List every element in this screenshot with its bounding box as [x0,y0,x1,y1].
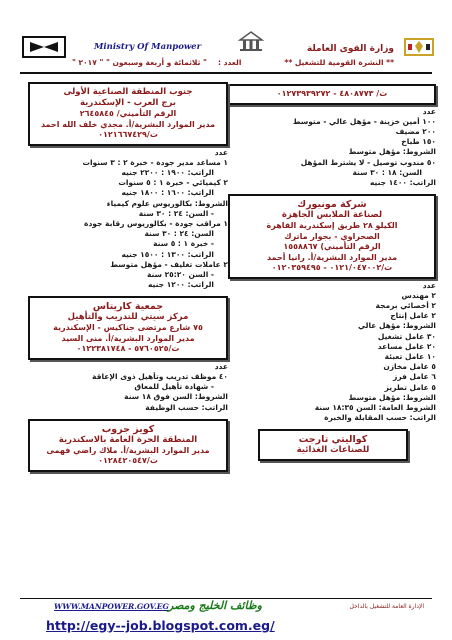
company-box-karitas [28,296,228,360]
job-line: عدد [422,106,436,116]
gulf-jobs-watermark: وظائف الخليج ومصر [168,599,262,612]
jobs-block-2 [228,281,436,424]
job-line: ٢ أخصائي برمجة [375,301,436,311]
hr-manager: مدير الموارد البشرية/أ. منى السيد [61,333,195,343]
admin-label: الإدارة العامة للتشغيل بالداخل [349,603,424,610]
job-line: ٢ عاملات تغليف - مؤهل متوسط [110,259,228,269]
ministry-name-ar: وزارة القوى العاملة [306,44,394,54]
job-line: ١ مساعد مدير جودة - خبرة ٢ : ٣ سنوات [82,157,228,167]
job-line: - شهادة تأهيل للمعاق [134,382,214,392]
job-line: ١٠ عامل تعبئة [384,352,436,362]
company-box-kwaliti [258,429,408,461]
company-location: برج العرب - الإسكندرية [80,98,176,108]
bulletin-title: ** النشرة القومية للتشغيل ** [284,58,394,67]
jobs-block-2 [28,362,228,413]
job-line: عدد [214,147,228,157]
company-box-kwiz [28,419,228,472]
issue-number: " ثلاثمائة و أربعة وسبعون " " ٢٠١٧ " [72,58,207,67]
job-line: - خبرة ١ : ٥ سنة [153,239,214,249]
job-line: ٤٠ موظف تدريب وتأهيل ذوى الإعاقة [92,372,228,382]
job-line: ١ مراقب جودة - بكالوريوس رقابة جودة [84,218,228,228]
company-name: جمعية كاريتاس [92,301,164,313]
ministry-name-en: Ministry Of Manpower [94,42,202,52]
company-name: شركة مونيورك [297,199,367,211]
company-activity: لصناعة الملابس الجاهزة [281,210,383,221]
job-line: ٢ مهندس [401,290,436,300]
company-name: كواليتي تارجت [298,434,368,446]
header [0,0,452,80]
job-line: ٢٠ عامل مساعد [377,341,436,351]
company-address: ٧٥ شارع مرتضى جناكيس - الإسكندرية [53,323,203,333]
ministry-emblem-icon [238,30,264,52]
header-divider [20,72,432,74]
job-line: الشروط: مؤهل متوسط [348,392,436,402]
job-line: ٣٠ عامل تشغيل [377,331,436,341]
job-line: ١٠٠ أمين خزينة - مؤهل عالي - متوسط [292,116,436,126]
job-line: ٥ عامل مخازن [383,362,436,372]
issue-label: العدد : [218,58,242,67]
job-line: عدد [422,280,436,290]
egypt-eagle-emblem-icon [404,36,434,58]
company-location: جنوب المنطقة الصناعية الأولى [63,87,193,97]
hr-manager: مدير الموارد البشرية/أ. مجدي خلف الله احمد [40,119,216,129]
company-address: الكيلو ٢٨ طريق إسكندرية القاهرة [266,221,398,231]
phone-box [228,84,436,105]
jobs-block-1 [28,148,228,291]
job-line: ١٥٠ طباخ [401,137,436,147]
hr-manager: مدير الموارد البشرية/أ. رانيا أحمد [266,252,398,262]
job-line: السن: ٢٤ : ٣٠ سنة [144,229,214,239]
job-line: الشروط: بكالوريوس علوم كيمياء [106,198,228,208]
job-line: الراتب: ١٤٠٠ جنيه [369,177,436,187]
insurance-number: الرقم التأميني/ ٢٦٤٥٨٤٥ [79,109,177,118]
company-phone: ت/٠١٢٨٤٢٠٥٤٧ [98,456,158,466]
job-line: الشروط العامة: السن ١٨:٣٥ سنة [314,403,436,413]
left-column [28,82,228,472]
job-line: ٢٠٠ مضيف [395,126,436,136]
job-line: الراتب: ١٣٠٠ : ١٥٠٠ جنيه [121,249,214,259]
company-phone: ت/٠١٢١٦٦٧٤٢٩ [98,130,158,139]
company-box-monurk [228,194,436,279]
job-line: ٢ عامل إنتاج [390,311,436,321]
job-line: الراتب: حسب الوظيفة [145,402,228,412]
job-line: ٥ عامل تطريز [384,382,436,392]
job-line: الشروط: السن فوق ١٨ سنة [124,392,228,402]
job-line: السن: ١٨ : ٣٠ سنة [352,167,422,177]
insurance-number: الرقم التأميني) ١٥٥٨٨٦٧ [283,242,381,252]
job-line: الراتب: حسب المقابلة والخبرة [324,413,436,423]
company-activity: مركز سيتي للتدريب والتأهيل [67,312,189,323]
job-line: الراتب: ١٢٠٠ جنيه [147,280,214,290]
company-phone: ت/٥٧٦٠٥٢٥ - ٠١٢٢٣٨١٧٤٨ [76,344,180,354]
company-location: المنطقة الحرة العامة بالاسكندرية [58,434,198,445]
job-line: ٢ كيميائي - خبرة ١ : ٥ سنوات [118,178,228,188]
jobs-block-1 [228,107,436,189]
hr-manager: مدير الموارد البشرية/أ. ملاك راضي فهمى [46,445,210,455]
job-line: ٥٠ مندوب توصيل - لا يشترط المؤهل [300,157,436,167]
job-line: الراتب: ١٩٠٠ : ٢٢٠٠ جنيه [121,167,214,177]
job-line: عدد [214,361,228,371]
job-line: الشروط: مؤهل متوسط [348,147,436,157]
phone: ت/ ٤٨٠٨٧٧٣ - ٠١٢٧٣٩٣٩٢٧٢ [276,89,388,98]
job-line: ٦ عامل فرز [393,372,436,382]
manpower-logo-icon [22,36,66,58]
company-activity: للصناعات الغذائية [296,445,370,456]
company-address: الصحراوي - بجوار ماترك [284,231,380,241]
ministry-website-link[interactable]: WWW.MANPOWER.GOV.EG [54,602,169,611]
job-line: - السن: ٢٤ : ٣٠ سنة [138,208,214,218]
job-line: - السن ٢٥:٢٠ سنة [146,269,214,279]
footer [20,598,432,633]
job-line: الشروط: مؤهل عالي [358,321,436,331]
company-name: كويز جروب [101,423,155,435]
right-column [228,82,436,461]
blog-link[interactable]: http://egy--job.blogspot.com.eg/ [46,618,275,633]
job-line: الراتب: ١٦٠٠ : ١٨٠٠ جنيه [121,188,214,198]
company-box-south [28,82,228,146]
company-phone: ت/٠١٢١/٠٤٧٠٠٢ - ٠١٢٠٣٥٩٤٩٥ [271,263,393,273]
